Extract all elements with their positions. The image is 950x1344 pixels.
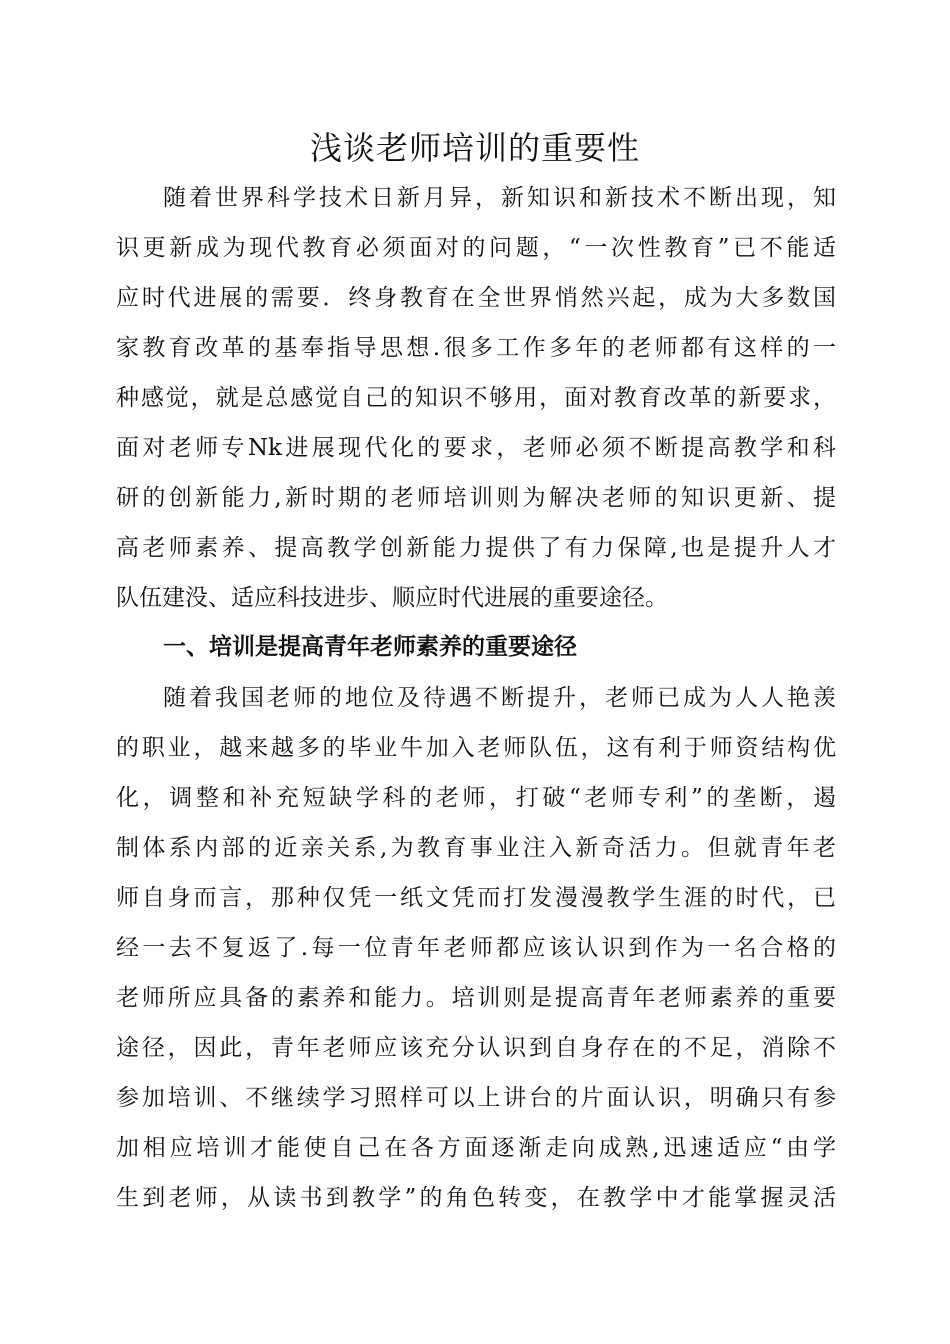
section-line: 化，调整和补充短缺学科的老师，打破“老师专利”的垄断，遏: [116, 785, 836, 811]
section-line: 制体系内部的近亲关系,为教育事业注入新奇活力。但就青年老: [116, 835, 836, 861]
section-line: 加相应培训才能使自己在各方面逐渐走向成熟,迅速适应“由学: [116, 1135, 836, 1161]
section-line: 经一去不复返了.每一位青年老师都应该认识到作为一名合格的: [116, 935, 836, 961]
intro-line: 应时代进展的需要．终身教育在全世界悄然兴起，成为大多数国: [116, 285, 836, 311]
intro-line: 高老师素养、提高教学创新能力提供了有力保障,也是提升人才: [116, 535, 836, 561]
section-line: 的职业，越来越多的毕业牛加入老师队伍，这有利于师资结构优: [116, 735, 836, 761]
intro-line: 研的创新能力,新时期的老师培训则为解决老师的知识更新、提: [116, 485, 836, 511]
intro-line: 队伍建没、适应科技进步、顺应时代进展的重要途径。: [116, 585, 668, 611]
section-heading: 一、培训是提高青年老师素养的重要途径: [163, 634, 577, 660]
document-title: 浅谈老师培训的重要性: [309, 129, 640, 167]
section-line: 生到老师，从读书到教学”的角色转变，在教学中才能掌握灵活: [116, 1185, 836, 1211]
section-line: 随着我国老师的地位及待遇不断提升，老师已成为人人艳羡: [163, 685, 836, 711]
intro-line: 识更新成为现代教育必须面对的问题，“一次性教育”已不能适: [116, 235, 836, 261]
section-line: 途径，因此，青年老师应该充分认识到自身存在的不足，消除不: [116, 1035, 836, 1061]
section-line: 参加培训、不继续学习照样可以上讲台的片面认识，明确只有参: [116, 1085, 836, 1111]
intro-line: 随着世界科学技术日新月异，新知识和新技术不断出现，知: [163, 185, 836, 211]
intro-line: 种感觉，就是总感觉自己的知识不够用，面对教育改革的新要求，: [116, 385, 836, 411]
section-line: 师自身而言，那种仅凭一纸文凭而打发漫漫教学生涯的时代，已: [116, 885, 836, 911]
intro-line: 家教育改革的基奉指导思想.很多工作多年的老师都有这样的一: [116, 335, 836, 361]
intro-line: 面对老师专Nk进展现代化的要求，老师必须不断提高教学和科: [116, 435, 836, 461]
section-line: 老师所应具备的素养和能力。培训则是提高青年老师素养的重要: [116, 985, 836, 1011]
